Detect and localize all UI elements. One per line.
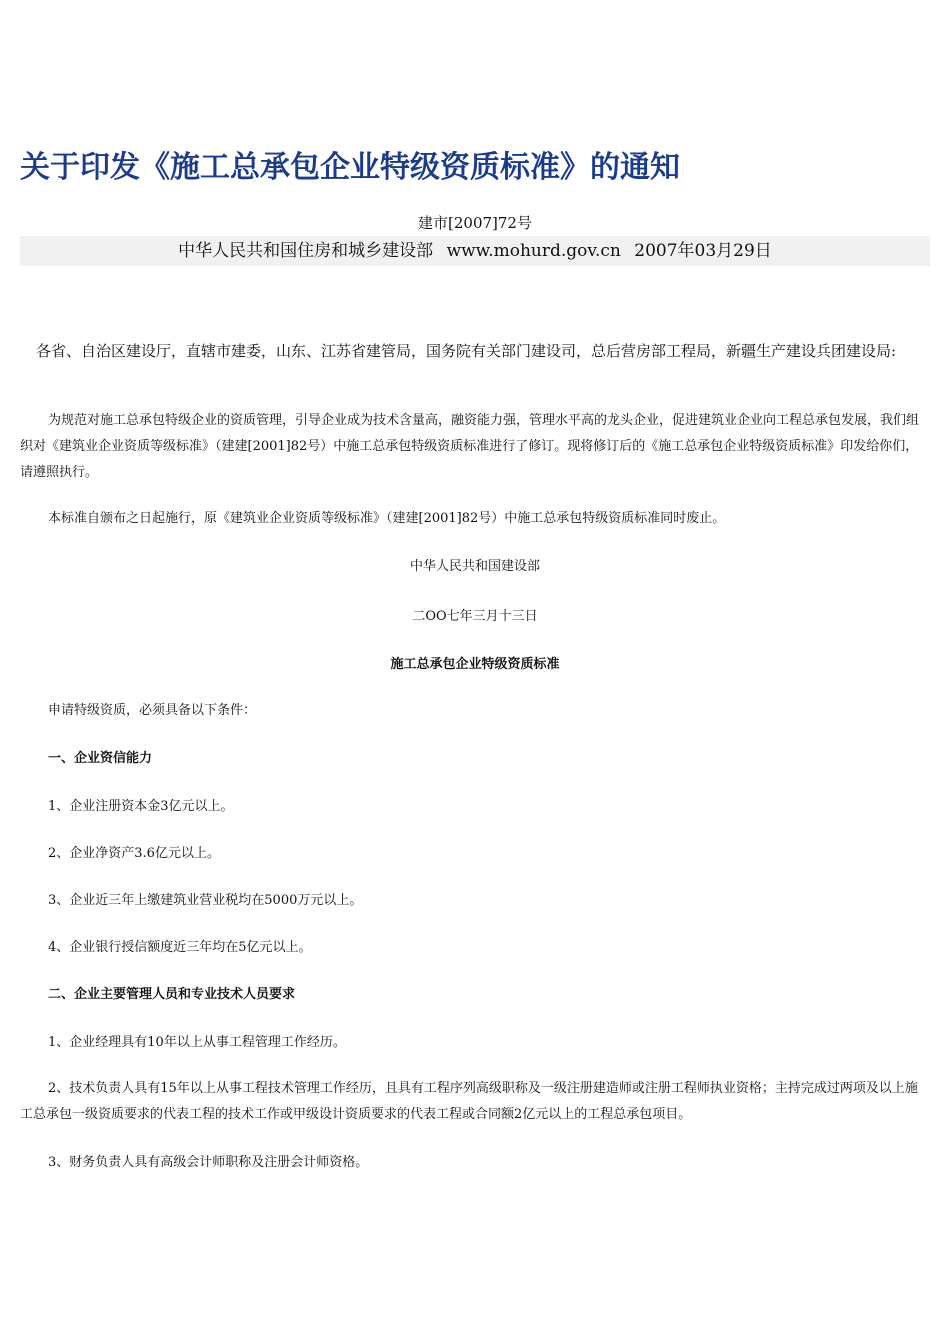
document-number: 建市[2007]72号 — [418, 214, 532, 232]
source-bar — [20, 236, 930, 266]
list-item: 3、企业近三年上缴建筑业营业税均在5000万元以上。 — [48, 893, 363, 908]
signatory: 中华人民共和国建设部 — [409, 559, 540, 574]
list-item: 1、企业注册资本金3亿元以上。 — [48, 799, 234, 814]
publisher-name: 中华人民共和国住房和城乡建设部 — [178, 241, 434, 261]
list-item: 2、技术负责人具有15年以上从事工程技术管理工作经历，且具有工程序列高级职称及一级注册建造师或注册工程师执业资格；主持完成过两项及以上施工总承包一级资质要求的代表工程的技术工作或甲级设计资质要求的代表工程或合同额2亿元以上的工程总承包项目。 — [20, 1081, 918, 1122]
list-item: 3、财务负责人具有高级会计师职称及注册会计师资格。 — [48, 1155, 369, 1170]
list-item: 1、企业经理具有10年以上从事工程管理工作经历。 — [48, 1035, 346, 1050]
publisher-website[interactable]: www.mohurd.gov.cn — [446, 241, 621, 261]
document-title: 关于印发《施工总承包企业特级资质标准》的通知 — [20, 150, 680, 185]
addressee: 各省、自治区建设厅，直辖市建委，山东、江苏省建管局，国务院有关部门建设司，总后营房部工程局，新疆生产建设兵团建设局: — [36, 342, 897, 360]
paragraph-effective: 本标准自颁布之日起施行，原《建筑业企业资质等级标准》（建建[2001]82号）中施工总承包特级资质标准同时废止。 — [48, 511, 726, 526]
sign-date: 二OO七年三月十三日 — [412, 609, 538, 624]
list-item: 2、企业净资产3.6亿元以上。 — [48, 846, 220, 861]
paragraph-purpose: 为规范对施工总承包特级企业的资质管理，引导企业成为技术含量高，融资能力强，管理水平高的龙头企业，促进建筑业企业向工程总承包发展，我们组织对《建筑业企业资质等级标准》（建建[2001]82号）中施工总承包特级资质标准进行了修订。现将修订后的《施工总承包企业特级资质标准》印发给你们，请遵照执行。 — [20, 413, 920, 480]
standard-heading: 施工总承包企业特级资质标准 — [390, 657, 560, 672]
section-heading-personnel: 二、企业主要管理人员和专业技术人员要求 — [48, 987, 296, 1002]
section-heading-credit: 一、企业资信能力 — [48, 751, 153, 766]
list-item: 4、企业银行授信额度近三年均在5亿元以上。 — [48, 940, 312, 955]
publish-date: 2007年03月29日 — [634, 241, 772, 261]
standard-intro: 申请特级资质，必须具备以下条件： — [48, 703, 257, 718]
